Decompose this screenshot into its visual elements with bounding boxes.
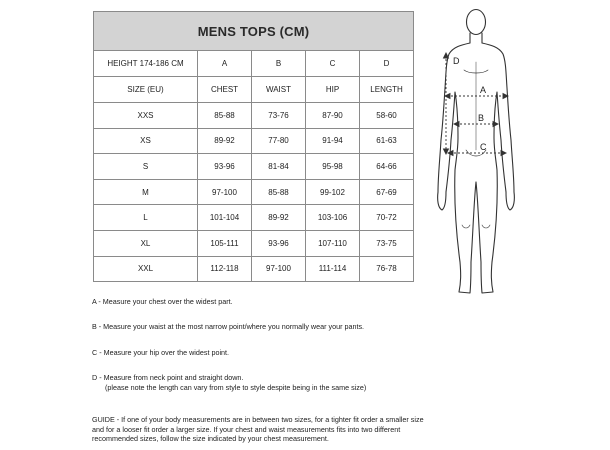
waist-cell: 85-88 — [252, 179, 306, 205]
waist-cell: 89-92 — [252, 205, 306, 231]
length-cell: 73-75 — [360, 230, 414, 256]
header-waist: WAIST — [252, 77, 306, 103]
body-measurement-figure — [426, 0, 536, 300]
size-table — [93, 11, 414, 282]
letter-a: A — [198, 51, 252, 77]
note-c: C - Measure your hip over the widest point. — [92, 348, 230, 357]
chest-cell: 85-88 — [198, 103, 252, 129]
size-cell: M — [94, 179, 198, 205]
table-letter-row — [94, 51, 414, 77]
table-row — [94, 103, 414, 129]
table-header-row — [94, 77, 414, 103]
chest-cell: 101-104 — [198, 205, 252, 231]
header-hip: HIP — [306, 77, 360, 103]
header-chest: CHEST — [198, 77, 252, 103]
letter-c: C — [306, 51, 360, 77]
table-row — [94, 154, 414, 180]
table-row — [94, 179, 414, 205]
hip-cell: 107-110 — [306, 230, 360, 256]
size-label: SIZE (EU) — [94, 77, 198, 103]
chest-cell: 112-118 — [198, 256, 252, 282]
table-row — [94, 230, 414, 256]
note-d — [92, 373, 366, 392]
guide-line3: recommended sizes, follow the size indicated by your chest measurement. — [92, 434, 329, 443]
table-row — [94, 205, 414, 231]
letter-b: B — [252, 51, 306, 77]
size-cell: XS — [94, 128, 198, 154]
chest-cell: 93-96 — [198, 154, 252, 180]
length-cell: 76-78 — [360, 256, 414, 282]
length-cell: 58-60 — [360, 103, 414, 129]
label-c: C — [480, 142, 487, 152]
waist-cell: 93-96 — [252, 230, 306, 256]
waist-cell: 77-80 — [252, 128, 306, 154]
length-cell: 70-72 — [360, 205, 414, 231]
size-cell: XXS — [94, 103, 198, 129]
chest-cell: 89-92 — [198, 128, 252, 154]
waist-cell: 81-84 — [252, 154, 306, 180]
size-cell: XL — [94, 230, 198, 256]
label-b: B — [478, 113, 485, 123]
length-cell: 67-69 — [360, 179, 414, 205]
hip-cell: 111-114 — [306, 256, 360, 282]
chest-cell: 97-100 — [198, 179, 252, 205]
chest-cell: 105-111 — [198, 230, 252, 256]
hip-cell: 95-98 — [306, 154, 360, 180]
note-d-line1: D - Measure from neck point and straight down. — [92, 373, 244, 382]
table-title: MENS TOPS (CM) — [94, 12, 414, 51]
hip-cell: 91-94 — [306, 128, 360, 154]
table-row — [94, 256, 414, 282]
guide-note — [92, 415, 424, 444]
letter-d: D — [360, 51, 414, 77]
waist-cell: 73-76 — [252, 103, 306, 129]
guide-line1: GUIDE - If one of your body measurements are in between two sizes, for a tighter fit order a smaller size — [92, 415, 424, 424]
note-d-line2: (please note the length can vary from style to style despite being in the same size) — [105, 382, 367, 392]
guide-line2: and for a looser fit order a larger size. If your chest and waist measurements fits into two different — [92, 424, 401, 434]
label-d: D — [453, 56, 460, 66]
length-cell: 61-63 — [360, 128, 414, 154]
size-cell: L — [94, 205, 198, 231]
size-cell: XXL — [94, 256, 198, 282]
length-cell: 64-66 — [360, 154, 414, 180]
height-label: HEIGHT 174-186 CM — [94, 51, 198, 77]
size-cell: S — [94, 154, 198, 180]
note-a: A - Measure your chest over the widest part. — [92, 297, 233, 306]
hip-cell: 103-106 — [306, 205, 360, 231]
waist-cell: 97-100 — [252, 256, 306, 282]
header-length: LENGTH — [360, 77, 414, 103]
hip-cell: 87-90 — [306, 103, 360, 129]
table-row — [94, 128, 414, 154]
hip-cell: 99-102 — [306, 179, 360, 205]
note-b: B - Measure your waist at the most narrow point/where you normally wear your pants. — [92, 322, 365, 331]
label-a: A — [480, 85, 487, 95]
